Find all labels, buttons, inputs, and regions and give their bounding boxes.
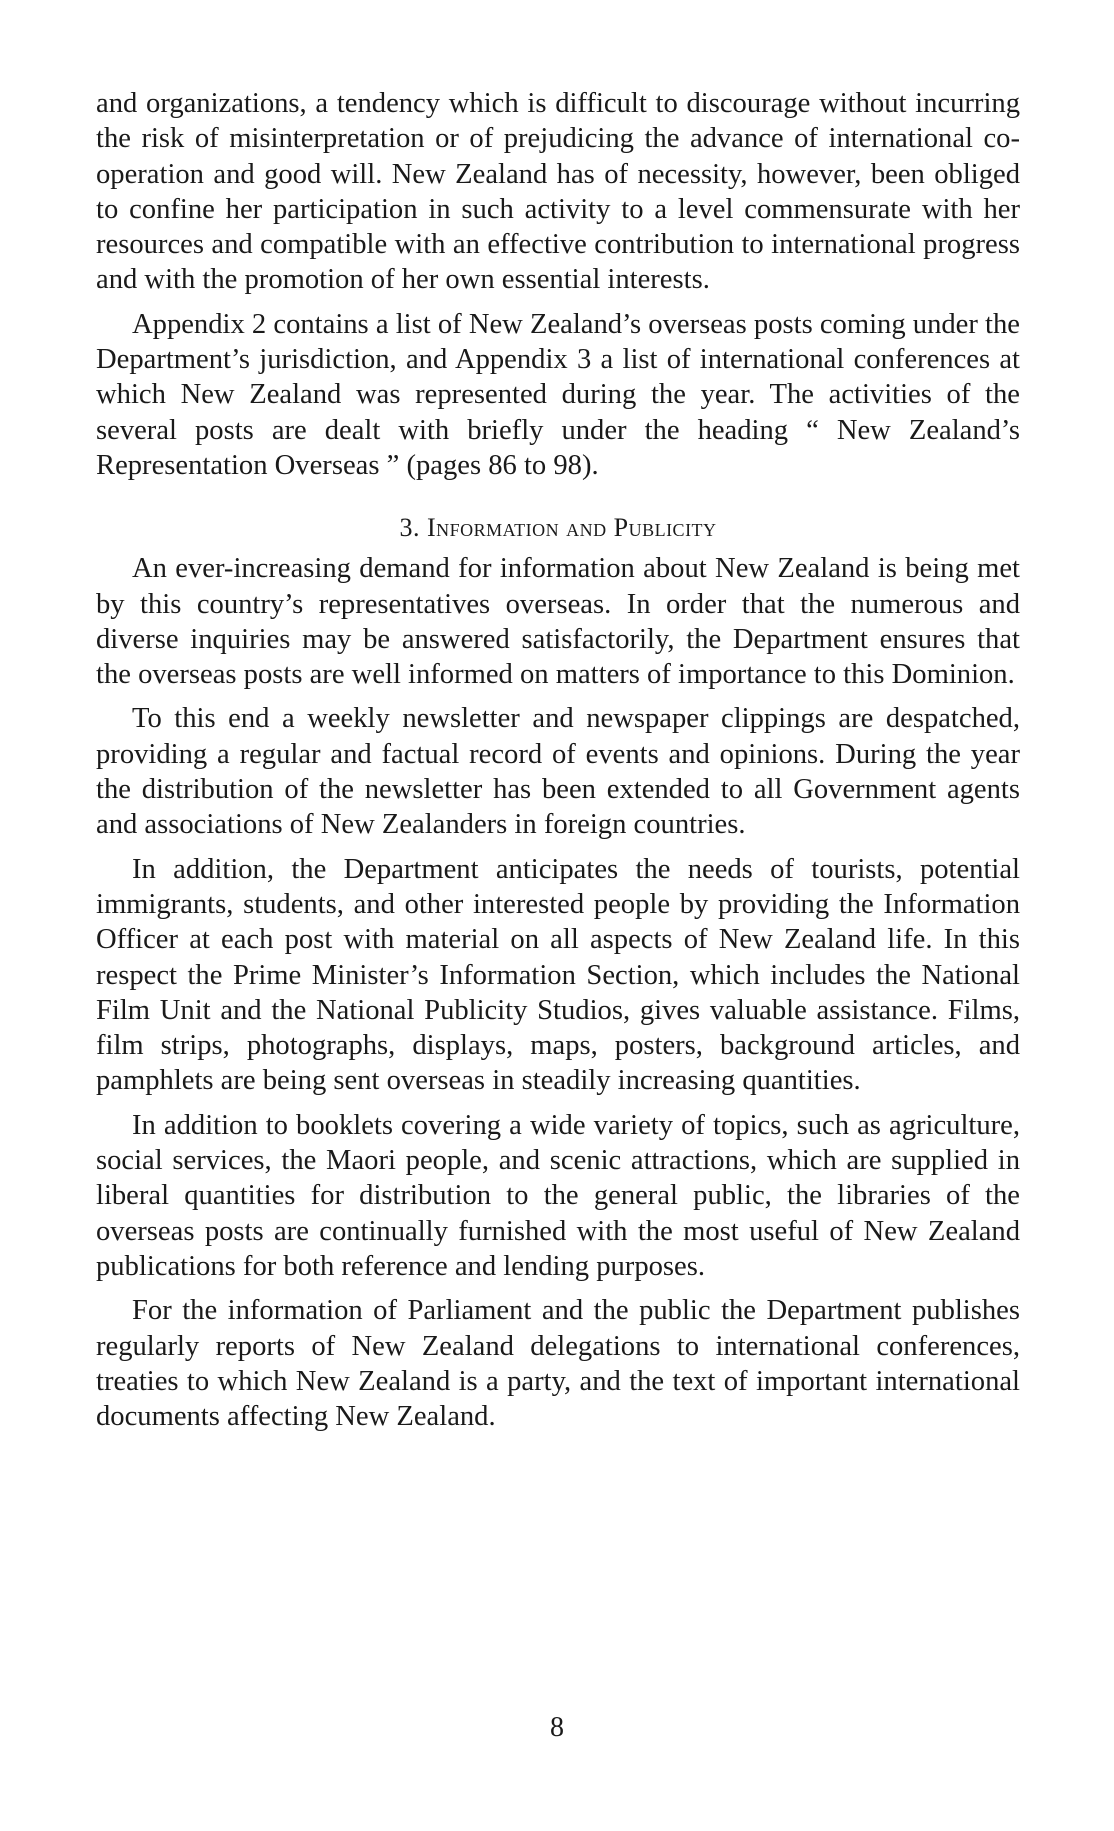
page-body	[96, 86, 1020, 1443]
paragraph-booklets: In addition to booklets covering a wide variety of topics, such as agriculture, social services, the Maori people, and scenic attractions, which are supplied in liberal quantities for distribution to the general public, the libraries of the overseas posts are continually furnished with the most useful of New Zealand publications for both reference and lending purposes.	[96, 1109, 1020, 1282]
paragraph-demand: An ever-increasing demand for information about New Zealand is being met by this country’s representatives overseas. In order that the numerous and diverse inquiries may be answered satisfactorily, the Department ensures that the overseas posts are well informed on matters of importance to this Dominion.	[96, 553, 1020, 691]
paragraph-appendix: Appendix 2 contains a list of New Zealand’s overseas posts coming under the Department’s jurisdiction, and Appendix 3 a list of international conferences at which New Zealand was represented during the year. The activities of the several posts are dealt with briefly under the heading “ New Zealand’s Representation Overseas ” (pages 86 to 98).	[96, 308, 1020, 481]
section-heading: 3. Information and Publicity	[399, 513, 717, 543]
page-number: 8	[550, 1712, 564, 1743]
paragraph-continued: and organizations, a tendency which is difficult to discourage without incurring the risk of misinterpretation or of prejudicing the advance of international co-operation and good will. New Zealand has of necessity, however, been obliged to confine her participation in such activity to a level commensurate with her resources and compatible with an effective contribution to international progress and with the promotion of her own essential interests.	[96, 88, 1020, 296]
paragraph-information-officer: In addition, the Department anticipates the needs of tourists, potential immigrants, students, and other interested people by providing the Information Officer at each post with material on all aspects of New Zealand life. In this respect the Prime Minister’s Information Section, which includes the National Film Unit and the National Publicity Studios, gives valuable assistance. Films, film strips, photographs, displays, maps, posters, background articles, and pamphlets are being sent overseas in steadily increasing quantities.	[96, 853, 1020, 1097]
paragraph-newsletter: To this end a weekly newsletter and newspaper clippings are despatched, providing a regular and factual record of events and opinions. During the year the distribution of the newsletter has been extended to all Government agents and associations of New Zealanders in foreign countries.	[96, 703, 1020, 841]
paragraph-parliament: For the information of Parliament and the public the Department publishes regularly reports of New Zealand delegations to international conferences, treaties to which New Zealand is a party, and the text of important international documents affecting New Zealand.	[96, 1295, 1020, 1433]
